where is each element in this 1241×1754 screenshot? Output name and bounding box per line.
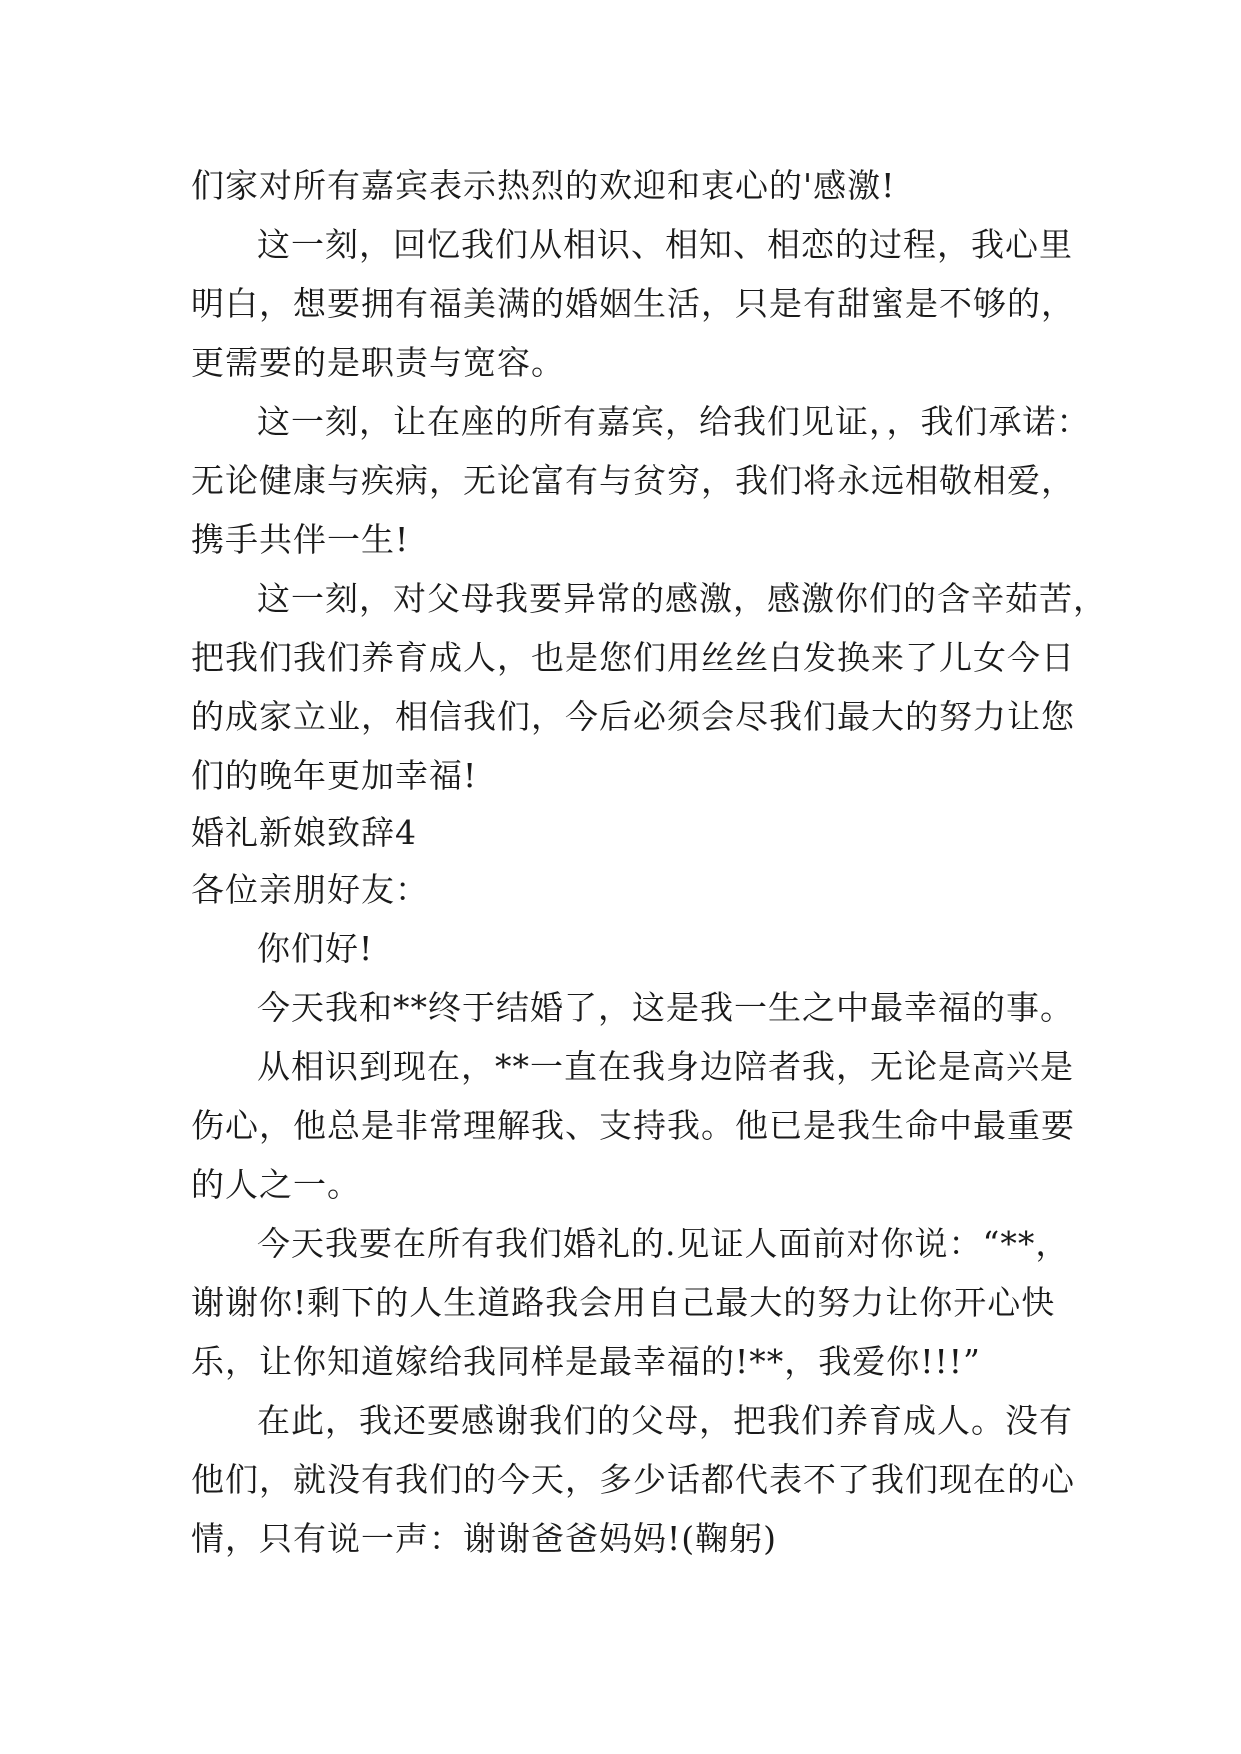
paragraph-line: 今天我要在所有我们婚礼的.见证人面前对你说：“**，: [257, 1224, 1070, 1263]
paragraph-line: 的人之一。: [191, 1165, 361, 1204]
paragraph-line: 这一刻，对父母我要异常的感激，感激你们的含辛茹苦，: [257, 579, 1107, 618]
paragraph-line: 这一刻，让在座的所有嘉宾，给我们见证，，我们承诺：: [257, 402, 1091, 441]
paragraph-line: 们的晚年更加幸福!: [191, 756, 478, 795]
paragraph-line: 伤心，他总是非常理解我、支持我。他已是我生命中最重要: [191, 1106, 1075, 1145]
paragraph-line: 更需要的是职责与宽容。: [191, 343, 565, 382]
paragraph-line: 携手共伴一生!: [191, 520, 410, 559]
paragraph-line: 谢谢你!剩下的人生道路我会用自己最大的努力让你开心快: [191, 1283, 1056, 1322]
paragraph-line: 情，只有说一声：谢谢爸爸妈妈!(鞠躬): [191, 1519, 778, 1558]
paragraph-line: 把我们我们养育成人，也是您们用丝丝白发换来了儿女今日: [191, 638, 1075, 677]
paragraph-line: 明白，想要拥有福美满的婚姻生活，只是有甜蜜是不够的，: [191, 284, 1075, 323]
paragraph-line: 他们，就没有我们的今天，多少话都代表不了我们现在的心: [191, 1460, 1075, 1499]
paragraph-line: 的成家立业，相信我们，今后必须会尽我们最大的努力让您: [191, 697, 1075, 736]
section-heading: 婚礼新娘致辞4: [191, 813, 417, 852]
paragraph-line: 乐，让你知道嫁给我同样是最幸福的!**，我爱你!!!”: [191, 1342, 981, 1381]
greeting-line: 你们好!: [257, 929, 374, 968]
paragraph-line: 这一刻，回忆我们从相识、相知、相恋的过程，我心里: [257, 225, 1073, 264]
paragraph-line: 在此，我还要感谢我们的父母，把我们养育成人。没有: [257, 1401, 1073, 1440]
document-body: [191, 156, 1107, 1568]
paragraph-line: 从相识到现在，**一直在我身边陪者我，无论是高兴是: [257, 1047, 1074, 1086]
paragraph-line: 们家对所有嘉宾表示热烈的欢迎和衷心的'感激!: [191, 166, 896, 205]
paragraph-line: 无论健康与疾病，无论富有与贫穷，我们将永远相敬相爱，: [191, 461, 1075, 500]
paragraph-line: 今天我和**终于结婚了，这是我一生之中最幸福的事。: [257, 988, 1074, 1027]
salutation: 各位亲朋好友：: [191, 870, 429, 909]
